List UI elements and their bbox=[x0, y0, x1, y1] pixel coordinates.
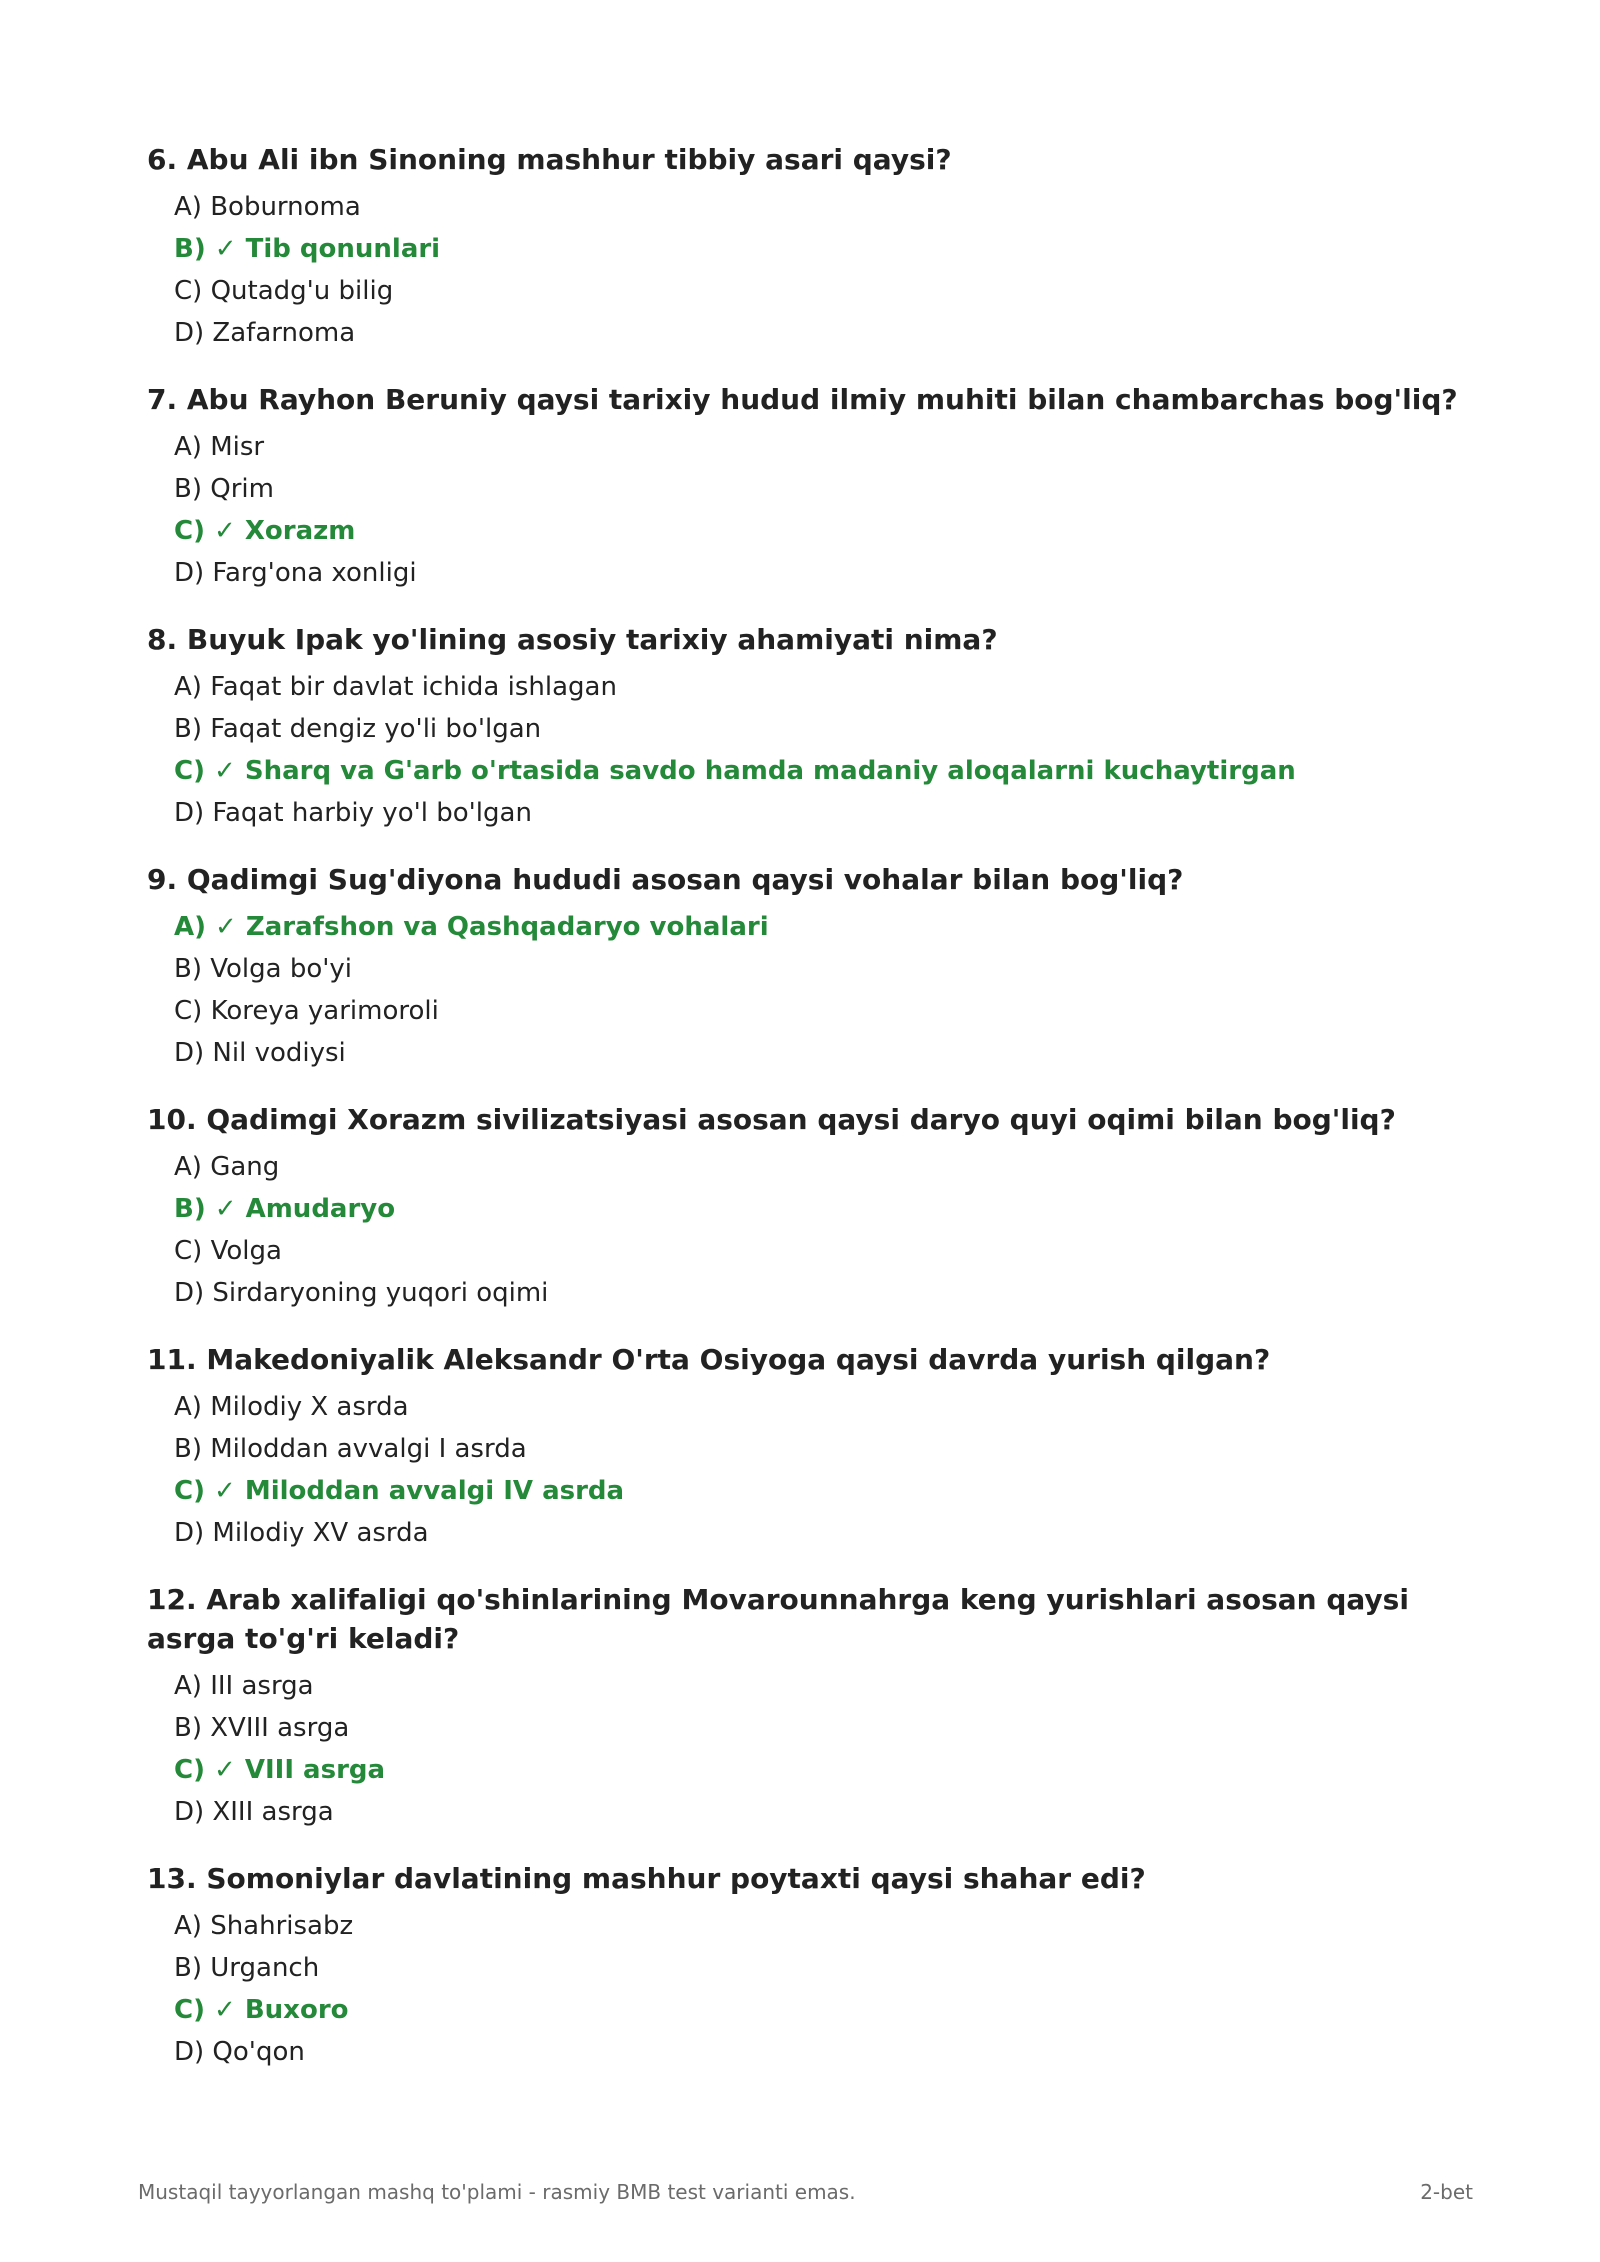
question-number: 9. bbox=[147, 863, 178, 896]
question-number: 10. bbox=[147, 1103, 197, 1136]
page-number: 2-bet bbox=[1420, 2180, 1473, 2204]
answer-option: C) Koreya yarimoroli bbox=[174, 996, 439, 1026]
question-number: 11. bbox=[147, 1343, 197, 1376]
answer-option: A) III asrga bbox=[174, 1671, 314, 1701]
answer-options bbox=[147, 426, 1467, 594]
answer-option: A) Shahrisabz bbox=[174, 1911, 354, 1941]
answer-option: C) Volga bbox=[174, 1236, 282, 1266]
answer-option-correct: C) ✓ Miloddan avvalgi IV asrda bbox=[174, 1476, 625, 1506]
answer-option: B) XVIII asrga bbox=[174, 1713, 350, 1743]
question-text: Somoniylar davlatining mashhur poytaxti qaysi shahar edi? bbox=[206, 1862, 1146, 1895]
question-text: Abu Rayhon Beruniy qaysi tarixiy hudud ilmiy muhiti bilan chambarchas bog'liq? bbox=[186, 383, 1458, 416]
answer-option: B) Urganch bbox=[174, 1953, 320, 1983]
question-text: Arab xalifaligi qo'shinlarining Movarounnahrga keng yurishlari asosan qaysi asrga to'g'ri keladi? bbox=[147, 1583, 1409, 1655]
question-block bbox=[147, 860, 1467, 1074]
answer-option: B) Faqat dengiz yo'li bo'lgan bbox=[174, 714, 542, 744]
footer-note: Mustaqil tayyorlangan mashq to'plami - rasmiy BMB test varianti emas. bbox=[138, 2180, 856, 2204]
answer-option: D) Milodiy XV asrda bbox=[174, 1518, 429, 1548]
question-title bbox=[147, 620, 1467, 659]
answer-option-correct: B) ✓ Tib qonunlari bbox=[174, 234, 441, 264]
answer-options bbox=[147, 906, 1467, 1074]
answer-option: D) Faqat harbiy yo'l bo'lgan bbox=[174, 798, 532, 828]
question-text: Makedoniyalik Aleksandr O'rta Osiyoga qaysi davrda yurish qilgan? bbox=[206, 1343, 1271, 1376]
question-title bbox=[147, 1859, 1467, 1898]
question-block bbox=[147, 620, 1467, 834]
answer-option: A) Boburnoma bbox=[174, 192, 361, 222]
question-title bbox=[147, 860, 1467, 899]
answer-option: B) Qrim bbox=[174, 474, 274, 504]
question-title bbox=[147, 380, 1467, 419]
question-title bbox=[147, 1340, 1467, 1379]
answer-option: A) Misr bbox=[174, 432, 265, 462]
answer-option: B) Volga bo'yi bbox=[174, 954, 353, 984]
question-number: 8. bbox=[147, 623, 178, 656]
question-text: Qadimgi Xorazm sivilizatsiyasi asosan qaysi daryo quyi oqimi bilan bog'liq? bbox=[206, 1103, 1396, 1136]
answer-option: A) Faqat bir davlat ichida ishlagan bbox=[174, 672, 617, 702]
question-block bbox=[147, 1580, 1467, 1833]
question-text: Buyuk Ipak yo'lining asosiy tarixiy ahamiyati nima? bbox=[186, 623, 998, 656]
answer-option: D) XIII asrga bbox=[174, 1797, 334, 1827]
answer-option-correct: A) ✓ Zarafshon va Qashqadaryo vohalari bbox=[174, 912, 769, 942]
question-block bbox=[147, 140, 1467, 354]
answer-option-correct: B) ✓ Amudaryo bbox=[174, 1194, 396, 1224]
answer-option: D) Sirdaryoning yuqori oqimi bbox=[174, 1278, 549, 1308]
answer-option-correct: C) ✓ Xorazm bbox=[174, 516, 356, 546]
answer-options bbox=[147, 1386, 1467, 1554]
question-number: 6. bbox=[147, 143, 178, 176]
question-block bbox=[147, 1340, 1467, 1554]
question-list bbox=[147, 140, 1467, 2099]
answer-options bbox=[147, 1905, 1467, 2073]
question-title bbox=[147, 140, 1467, 179]
question-block bbox=[147, 380, 1467, 594]
answer-options bbox=[147, 1146, 1467, 1314]
question-block bbox=[147, 1100, 1467, 1314]
answer-option-correct: C) ✓ VIII asrga bbox=[174, 1755, 386, 1785]
question-title bbox=[147, 1580, 1467, 1658]
answer-option: A) Milodiy X asrda bbox=[174, 1392, 409, 1422]
answer-option: D) Qo'qon bbox=[174, 2037, 305, 2067]
answer-option: D) Nil vodiysi bbox=[174, 1038, 346, 1068]
answer-option: D) Zafarnoma bbox=[174, 318, 356, 348]
answer-option-correct: C) ✓ Sharq va G'arb o'rtasida savdo hamda madaniy aloqalarni kuchaytirgan bbox=[174, 756, 1296, 786]
answer-option: C) Qutadg'u bilig bbox=[174, 276, 394, 306]
question-block bbox=[147, 1859, 1467, 2073]
question-number: 7. bbox=[147, 383, 178, 416]
question-number: 12. bbox=[147, 1583, 197, 1616]
question-text: Qadimgi Sug'diyona hududi asosan qaysi vohalar bilan bog'liq? bbox=[186, 863, 1184, 896]
answer-option: D) Farg'ona xonligi bbox=[174, 558, 417, 588]
answer-option-correct: C) ✓ Buxoro bbox=[174, 1995, 349, 2025]
answer-options bbox=[147, 1665, 1467, 1833]
answer-option: A) Gang bbox=[174, 1152, 280, 1182]
answer-option: B) Miloddan avvalgi I asrda bbox=[174, 1434, 527, 1464]
answer-options bbox=[147, 186, 1467, 354]
question-text: Abu Ali ibn Sinoning mashhur tibbiy asari qaysi? bbox=[186, 143, 952, 176]
question-title bbox=[147, 1100, 1467, 1139]
answer-options bbox=[147, 666, 1467, 834]
question-number: 13. bbox=[147, 1862, 197, 1895]
